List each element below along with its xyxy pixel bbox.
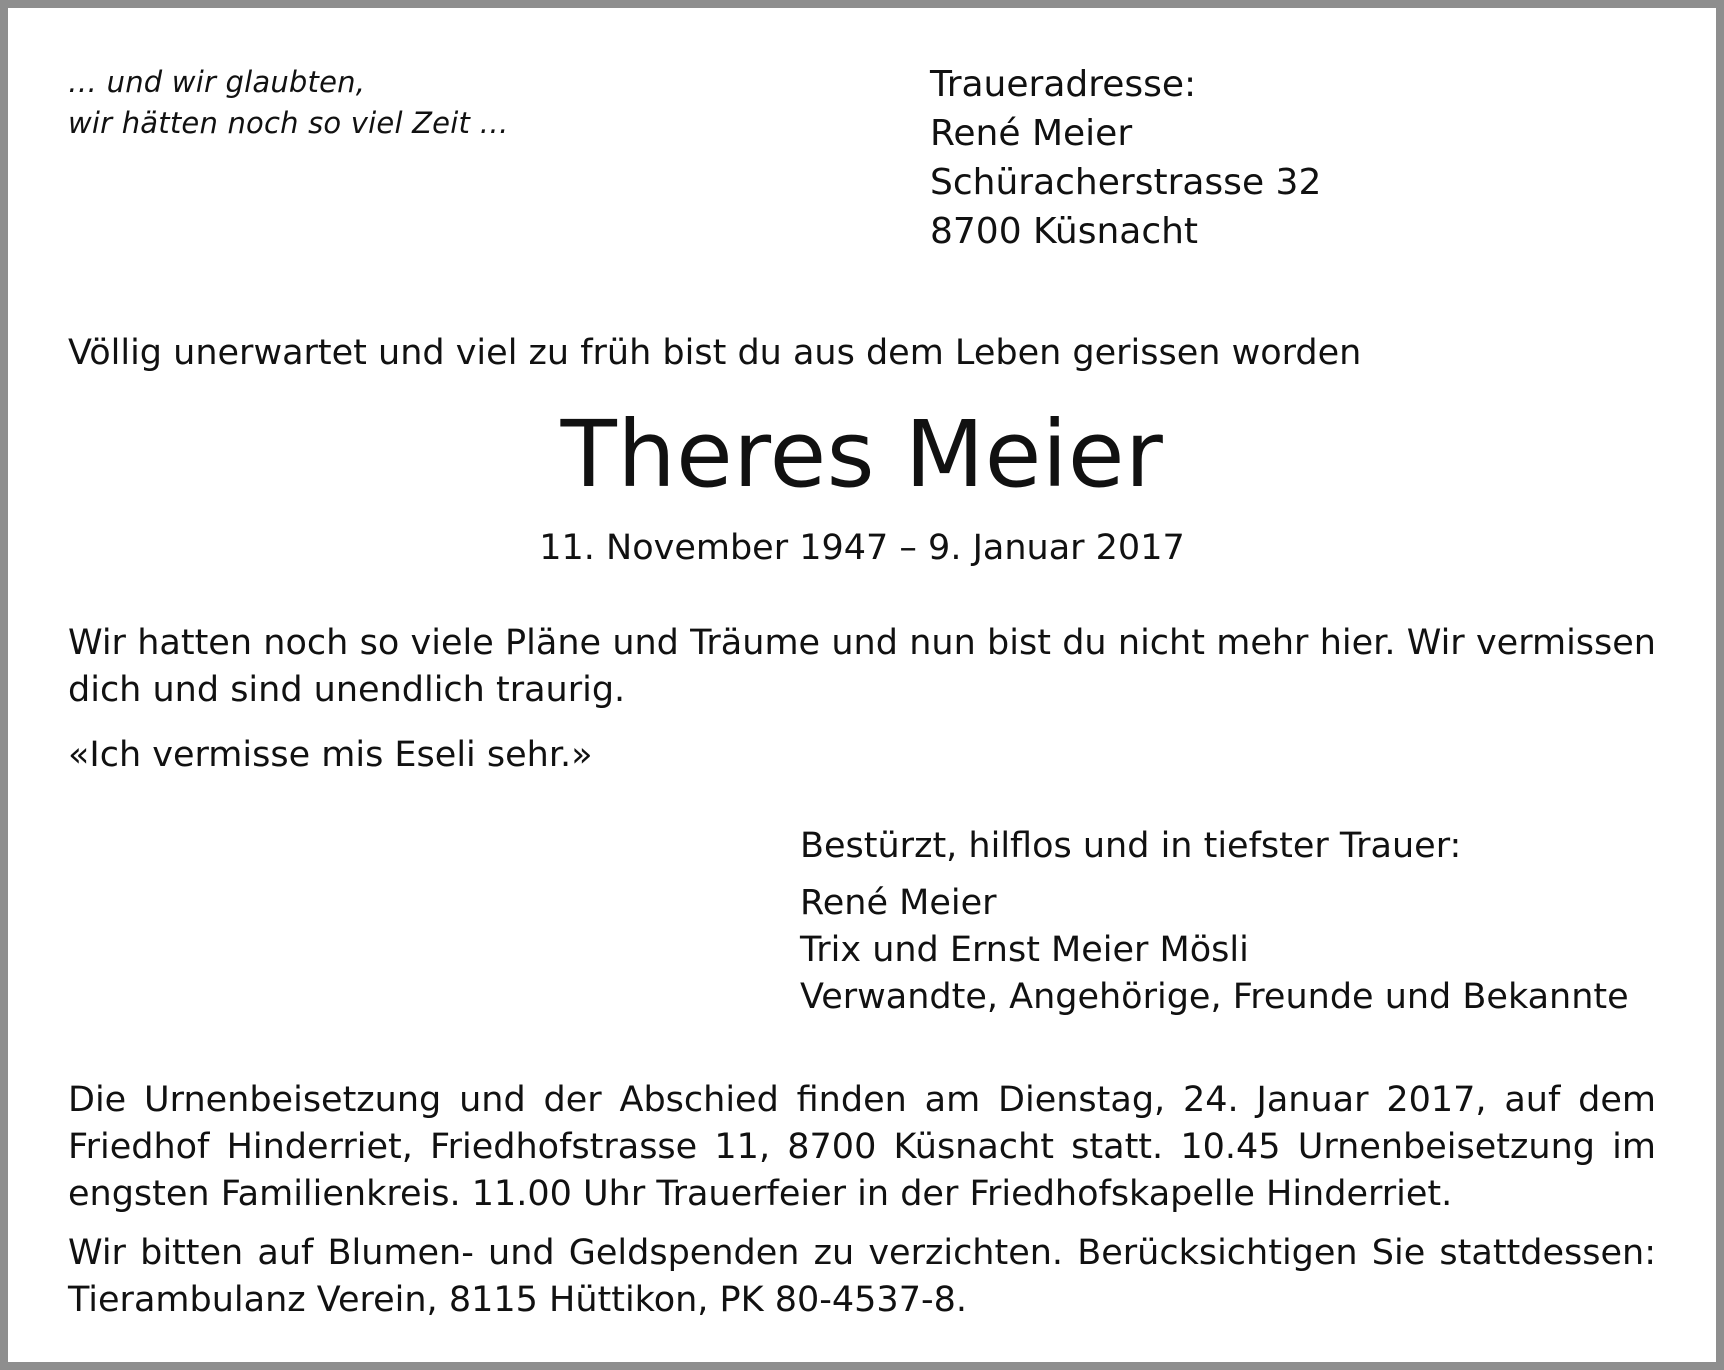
donation-paragraph: Wir bitten auf Blumen- und Geldspenden zu verzichten. Berücksichtigen Sie stattdessen: Tierambulanz Verein, 8115 Hüttikon, PK 80-4537-8. (68, 1233, 1656, 1320)
mourner-name: Trix und Ernst Meier Mösli (800, 930, 1249, 970)
motto-line-1: … und wir glaubten, (68, 65, 366, 99)
deceased-name: Theres Meier (560, 401, 1164, 508)
mourners-lead: Bestürzt, hilflos und in tiefster Trauer: (800, 826, 1462, 866)
address-street: Schüracherstrasse 32 (930, 162, 1322, 203)
message-paragraph: Wir hatten noch so viele Pläne und Träume und nun bist du nicht mehr hier. Wir vermissen dich und sind unendlich traurig. (68, 623, 1656, 710)
motto (68, 62, 768, 144)
motto-line-2: wir hätten noch so viel Zeit … (68, 106, 509, 140)
address-name: René Meier (930, 113, 1133, 154)
mourners-block (800, 823, 1680, 1021)
address-city: 8700 Küsnacht (930, 211, 1199, 252)
mourner-name: René Meier (800, 883, 997, 923)
mourner-name: Verwandte, Angehörige, Freunde und Bekannte (800, 977, 1629, 1017)
intro-line: Völlig unerwartet und viel zu früh bist du aus dem Leben gerissen worden (68, 333, 1362, 373)
mourning-address (930, 60, 1630, 256)
ceremony-paragraph: Die Urnenbeisetzung und der Abschied finden am Dienstag, 24. Januar 2017, auf dem Friedhof Hinderriet, Friedhofstrasse 11, 8700 Küsnacht statt. 10.45 Urnenbeisetzung im engsten Familienkreis. 11.00 Uhr Trauerfeier in der Friedhofskapelle Hinderriet. (68, 1080, 1656, 1214)
quote-line: «Ich vermisse mis Eseli sehr.» (68, 735, 593, 775)
life-dates: 11. November 1947 – 9. Januar 2017 (539, 528, 1185, 568)
address-heading: Traueradresse: (930, 64, 1197, 105)
